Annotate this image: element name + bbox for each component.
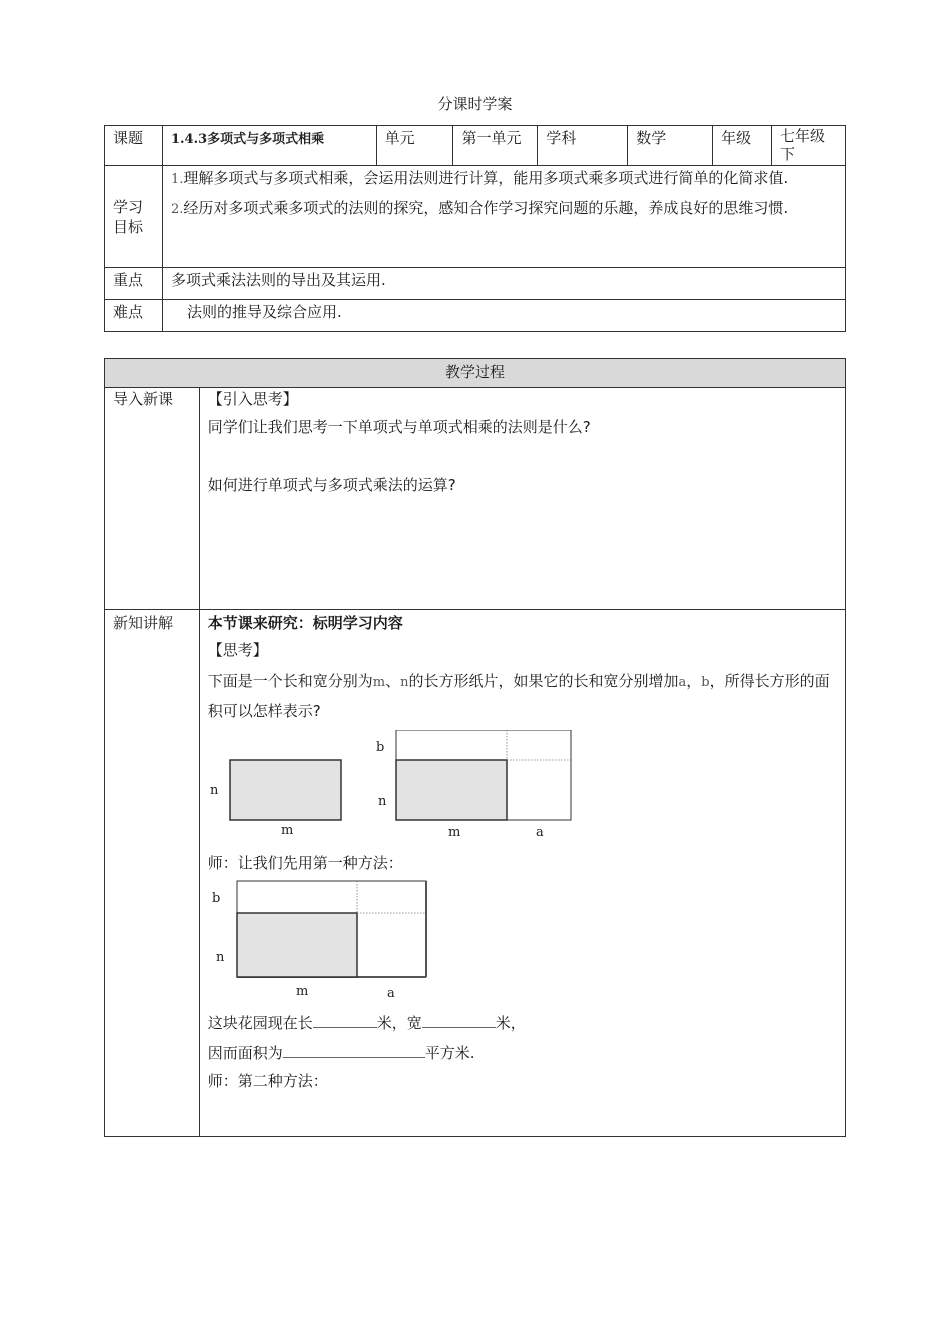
intro-question-2: 如何进行单项式与多项式乘法的运算? bbox=[207, 476, 456, 494]
topic-number: 1.4.3多项式与多项式相乘 bbox=[170, 132, 325, 147]
label-m-3: m bbox=[295, 984, 309, 999]
grade-label: 年级 bbox=[713, 126, 772, 166]
question-text-2: 的长方形纸片，如果它的长和宽分别增加 bbox=[408, 672, 679, 690]
teacher-first-method: 师：让我们先用第一种方法： bbox=[207, 854, 403, 872]
intro-question-1: 同学们让我们思考一下单项式与单项式相乘的法则是什么? bbox=[207, 418, 591, 436]
document-title: 分课时学案 bbox=[437, 95, 513, 113]
var-m: m bbox=[372, 675, 386, 690]
enlarged-rectangle-figure bbox=[376, 730, 571, 840]
question-text-1: 下面是一个长和宽分别为 bbox=[207, 672, 373, 690]
fill-blank-area bbox=[208, 1042, 839, 1064]
goal-1 bbox=[171, 167, 837, 191]
lesson-info-table bbox=[104, 125, 846, 332]
fill-blank-length-width bbox=[208, 1012, 839, 1034]
fill1-text-a: 这块花园现在长 bbox=[207, 1014, 313, 1032]
label-a-2: a bbox=[535, 825, 544, 840]
question-comma: ， bbox=[686, 672, 702, 690]
grade-value: 七年级下 bbox=[772, 126, 846, 166]
first-method-figure bbox=[204, 880, 464, 1004]
rectangle-figures bbox=[204, 730, 624, 846]
width-blank[interactable] bbox=[422, 1013, 496, 1028]
fill2-text-b: 平方米. bbox=[424, 1044, 475, 1062]
label-m-2: m bbox=[447, 825, 461, 840]
unit-label: 单元 bbox=[376, 126, 453, 166]
intro-label: 导入新课 bbox=[105, 388, 200, 610]
fill1-text-c: 米， bbox=[495, 1014, 526, 1032]
label-b-3: b bbox=[211, 891, 221, 906]
process-header: 教学过程 bbox=[105, 359, 846, 388]
label-n-2: n bbox=[377, 794, 387, 809]
topic-label: 课题 bbox=[105, 126, 163, 166]
difficulty-label: 难点 bbox=[105, 300, 163, 332]
goals-content bbox=[162, 166, 845, 268]
original-rectangle bbox=[230, 760, 341, 820]
question-sep: 、 bbox=[385, 672, 401, 690]
teaching-process-table bbox=[104, 358, 846, 1137]
new-knowledge-content bbox=[199, 610, 845, 1137]
label-b-2: b bbox=[375, 740, 385, 755]
label-m-1: m bbox=[280, 823, 294, 838]
new-knowledge-label: 新知讲解 bbox=[105, 610, 200, 1137]
goals-label: 学习目标 bbox=[105, 166, 163, 268]
original-rectangle-figure bbox=[210, 760, 341, 838]
think-tag: 【思考】 bbox=[207, 641, 268, 659]
label-a-3: a bbox=[386, 986, 395, 1001]
fill2-text-a: 因而面积为 bbox=[207, 1044, 283, 1062]
goal-2-text: 经历对多项式乘多项式的法则的探究，感知合作学习探究问题的乐趣，养成良好的思维习惯. bbox=[183, 199, 789, 217]
var-b: b bbox=[701, 675, 710, 690]
area-blank[interactable] bbox=[283, 1043, 425, 1058]
goal-2 bbox=[171, 197, 837, 221]
rectangle-question bbox=[208, 667, 839, 726]
teacher-second-method: 师：第二种方法： bbox=[207, 1072, 328, 1090]
var-a: a bbox=[678, 675, 687, 690]
var-n: n bbox=[400, 675, 409, 690]
difficulty-value: 法则的推导及综合应用. bbox=[162, 300, 845, 332]
question-text-3: ，所得长方形的面积可以怎样表示? bbox=[207, 672, 830, 720]
subject-label: 学科 bbox=[538, 126, 628, 166]
subject-value: 数学 bbox=[628, 126, 713, 166]
intro-content bbox=[199, 388, 845, 610]
unit-value: 第一单元 bbox=[453, 126, 538, 166]
goal-2-number: 2. bbox=[170, 202, 184, 217]
topic-value bbox=[162, 126, 376, 166]
key-value: 多项式乘法法则的导出及其运用. bbox=[162, 268, 845, 300]
goal-1-number: 1. bbox=[170, 172, 184, 187]
goal-1-text: 理解多项式与多项式相乘，会运用法则进行计算，能用多项式乘多项式进行简单的化简求值. bbox=[183, 169, 789, 187]
intro-tag: 【引入思考】 bbox=[207, 390, 298, 408]
length-blank[interactable] bbox=[313, 1013, 377, 1028]
section-heading: 本节课来研究：标明学习内容 bbox=[207, 614, 403, 632]
label-n-1: n bbox=[209, 783, 219, 798]
fill1-text-b: 米，宽 bbox=[376, 1014, 422, 1032]
enlarged-inner-rectangle bbox=[396, 760, 507, 820]
key-label: 重点 bbox=[105, 268, 163, 300]
first-method-inner-rectangle bbox=[237, 913, 357, 977]
label-n-3: n bbox=[215, 950, 225, 965]
